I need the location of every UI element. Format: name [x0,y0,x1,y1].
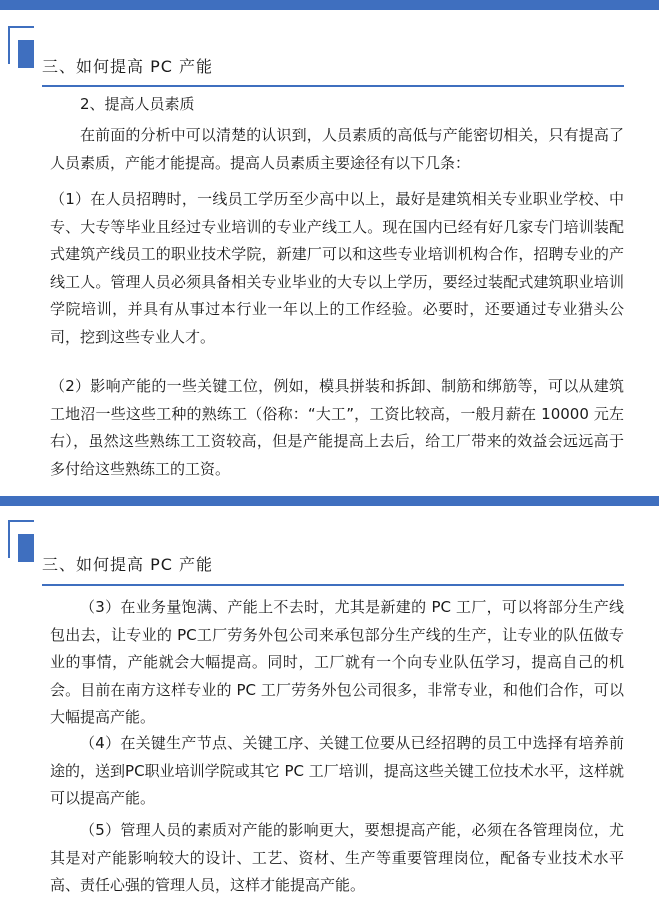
item-paragraph: （1）在人员招聘时，一线员工学历至少高中以上，最好是建筑相关专业职业学校、中专、大专等毕业且经过专业培训的专业产线工人。现在国内已经有好几家专门培训装配式建筑产线员工的职业技术学院，新建厂可以和这些专业培训机构合作，招聘专业的产线工人。管理人员必须具备相关专业毕业的大专以上学历，要经过装配式建筑职业培训学院培训，并具有从事过本行业一年以上的工作经验。必要时，还要通过专业猎头公司，挖到这些专业人才。 [50,190,624,346]
item-paragraph: （3）在业务量饱满、产能上不去时，尤其是新建的 PC 工厂，可以将部分生产线包出去，让专业的 PC工厂劳务外包公司来承包部分生产线的生产，让专业的队伍做专业的事情，产能就会大幅提高。同时，工厂就有一个向专业队伍学习，提高自己的机会。目前在南方这样专业的 PC 工厂劳务外包公司很多，非常专业，和他们合作，可以大幅提高产能。 [50,598,624,726]
heading-rule [42,584,624,586]
subheading: 2、提高人员素质 [80,95,195,113]
corner-block-icon [18,534,34,562]
top-accent-bar [0,0,659,10]
section-heading: 三、如何提高 PC 产能 [42,57,213,76]
heading-rule [42,85,624,87]
top-accent-bar [0,496,659,506]
item-paragraph: （4）在关键生产节点、关键工序、关键工位要从已经招聘的员工中选择有培养前途的，送到PC职业培训学院或其它 PC 工厂培训，提高这些关键工位技术水平，这样就可以提高产能。 [50,734,624,807]
corner-block-icon [18,40,34,68]
item-paragraph: （5）管理人员的素质对产能的影响更大，要想提高产能，必须在各管理岗位，尤其是对产能影响较大的设计、工艺、资材、生产等重要管理岗位，配备专业技术水平高、责任心强的管理人员，这样才能提高产能。 [50,821,624,894]
item-paragraph: （2）影响产能的一些关键工位，例如，模具拼装和拆卸、制筋和绑筋等，可以从建筑工地沼一些这些工种的熟练工（俗称：“大工”，工资比较高，一般月薪在 10000 元左右），虽然这些熟练工工资较高，但是产能提高上去后，给工厂带来的效益会远远高于多付给这些熟练工的工资。 [50,377,624,478]
section-heading: 三、如何提高 PC 产能 [42,555,213,574]
intro-paragraph: 在前面的分析中可以清楚的认识到，人员素质的高低与产能密切相关，只有提高了人员素质，产能才能提高。提高人员素质主要途径有以下几条： [50,126,624,172]
